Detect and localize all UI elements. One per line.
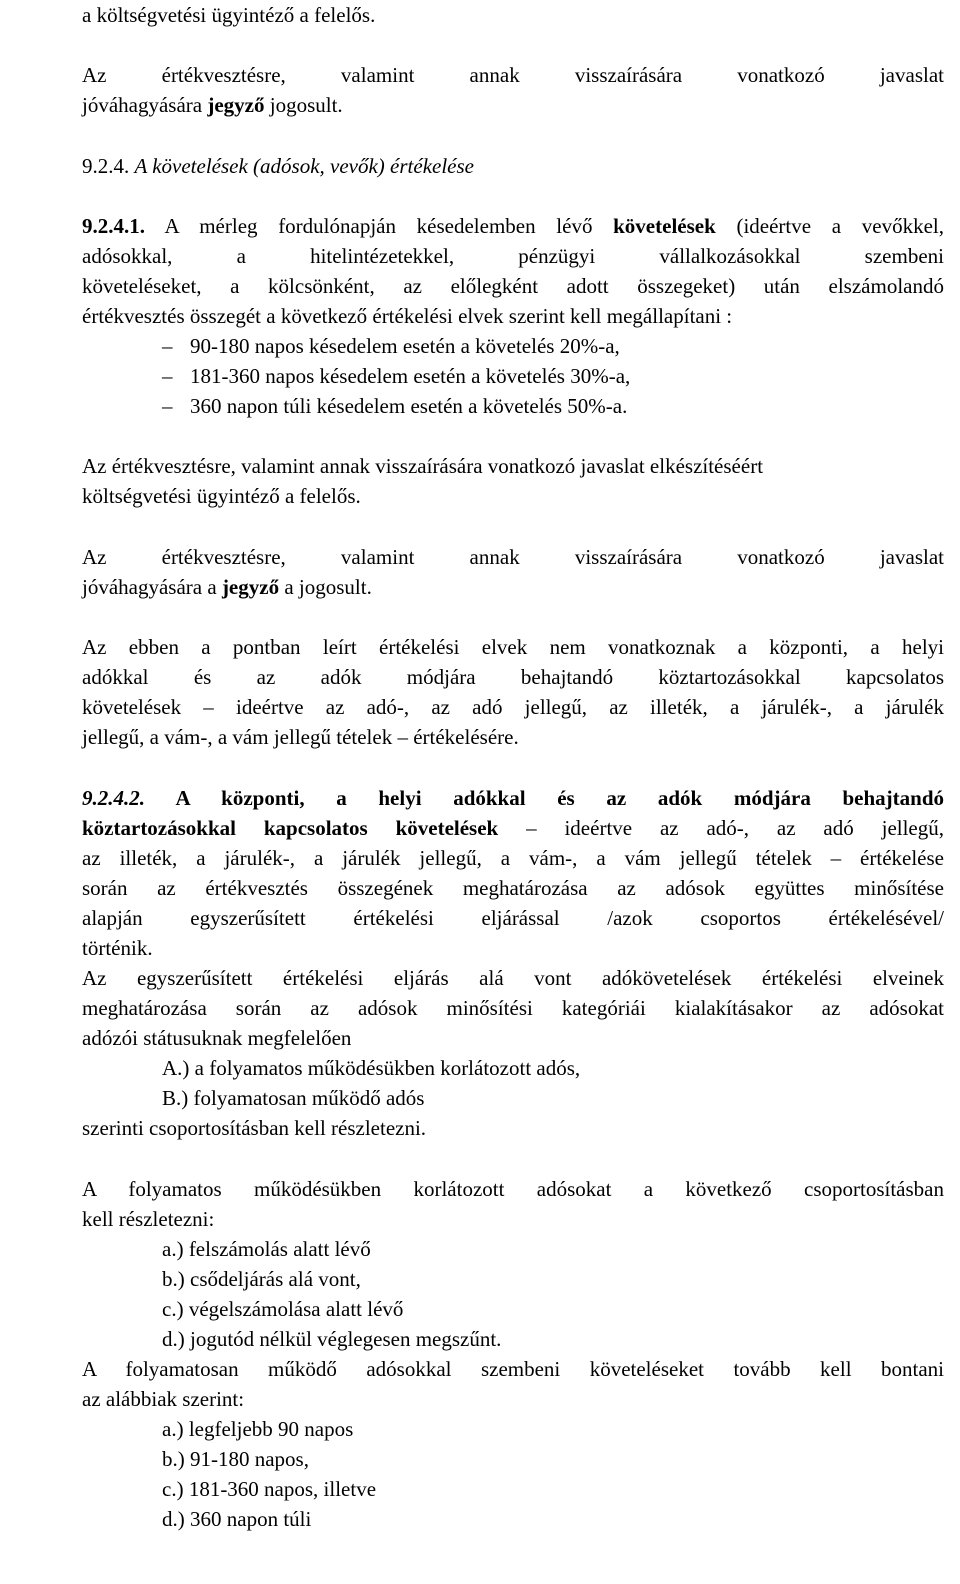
paragraph-line: adósokkal, a hitelintézetekkel, pénzügyi vállalkozásokkal szembeni (82, 244, 944, 268)
paragraph-line: az alábbiak szerint: (82, 1387, 245, 1411)
list-item: b.) 91-180 napos, (162, 1447, 309, 1471)
paragraph-line: A folyamatos működésükben korlátozott adósokat a következő csoportosításban (82, 1177, 944, 1201)
section-heading (82, 153, 474, 179)
paragraph-line: Az értékvesztésre, valamint annak visszaírására vonatkozó javaslat (82, 545, 944, 569)
list-item: c.) végelszámolása alatt lévő (162, 1297, 404, 1321)
list-item: d.) 360 napon túli (162, 1507, 312, 1531)
dash-bullet: – (162, 394, 173, 418)
emphasis-jegyzo: jegyző (221, 575, 280, 599)
section-number: 9.2.4. (82, 154, 135, 178)
text-run: jóváhagyására (82, 93, 208, 117)
dash-bullet: – (162, 334, 173, 358)
paragraph-line: során az értékvesztés összegének meghatározása az adósok együttes minősítése (82, 876, 944, 900)
paragraph-line: történik. (82, 936, 153, 960)
text-run: jogosult. (264, 93, 343, 117)
paragraph-line: alapján egyszerűsített értékelési eljárással /azok csoportos értékelésével/ (82, 906, 944, 930)
paragraph-line: követeléseket, a kölcsönként, az előlegként adott összegeket) után elszámolandó (82, 274, 944, 298)
bullet-item (162, 333, 620, 359)
paragraph-line: költségvetési ügyintéző a felelős. (82, 484, 361, 508)
paragraph-line (82, 574, 372, 600)
bullet-item (162, 363, 630, 389)
paragraph-line: kell részletezni: (82, 1207, 215, 1231)
paragraph-line: az illeték, a járulék-, a járulék jellegű, a vám-, a vám jellegű tételek – értékelése (82, 846, 944, 870)
paragraph-line: Az értékvesztésre, valamint annak visszaírására vonatkozó javaslat (82, 63, 944, 87)
paragraph-line (82, 92, 343, 118)
text-run: A mérleg fordulónapján késedelemben lévő (145, 214, 614, 238)
bullet-text: 90-180 napos késedelem esetén a követelés 20%-a, (190, 334, 620, 358)
list-item: B.) folyamatosan működő adós (162, 1086, 425, 1110)
list-item: d.) jogutód nélkül véglegesen megszűnt. (162, 1327, 502, 1351)
emphasis-kovetelesek: követelések (613, 214, 716, 238)
subsection-heading (82, 785, 944, 811)
paragraph-line: A folyamatosan működő adósokkal szembeni követeléseket tovább kell bontani (82, 1357, 944, 1381)
section-title: A követelések (adósok, vevők) értékelése (134, 154, 474, 178)
text-run: – ideértve az adó-, az adó jellegű, (498, 816, 944, 840)
list-item: c.) 181-360 napos, illetve (162, 1477, 377, 1501)
paragraph-line: értékvesztés összegét a következő értékelési elvek szerint kell megállapítani : (82, 304, 733, 328)
text-run: (ideértve a vevőkkel, (715, 214, 944, 238)
paragraph-line: Az egyszerűsített értékelési eljárás alá vont adókövetelések értékelési elveinek (82, 966, 944, 990)
paragraph-line: a költségvetési ügyintéző a felelős. (82, 3, 376, 27)
paragraph-line: adókkal és az adók módjára behajtandó köztartozásokkal kapcsolatos (82, 665, 944, 689)
subsection-number: 9.2.4.1. (82, 214, 145, 238)
subsection-title-cont: köztartozásokkal kapcsolatos követelések (82, 816, 499, 840)
paragraph-line: szerinti csoportosításban kell részletezni. (82, 1116, 427, 1140)
list-item: b.) csődeljárás alá vont, (162, 1267, 361, 1291)
list-item: A.) a folyamatos működésükben korlátozott adós, (162, 1056, 581, 1080)
bullet-item (162, 393, 627, 419)
list-item: a.) legfeljebb 90 napos (162, 1417, 354, 1441)
bullet-text: 360 napon túli késedelem esetén a követelés 50%-a. (190, 394, 628, 418)
paragraph-line (82, 815, 944, 841)
dash-bullet: – (162, 364, 173, 388)
paragraph-line: Az ebben a pontban leírt értékelési elvek nem vonatkoznak a központi, a helyi (82, 635, 944, 659)
paragraph-line: követelések – ideértve az adó-, az adó jellegű, az illeték, a járulék-, a járulék (82, 695, 944, 719)
paragraph-line: meghatározása során az adósok minősítési kategóriái kialakításakor az adósokat (82, 996, 944, 1020)
text-run: a jogosult. (279, 575, 372, 599)
paragraph-line: adózói státusuknak megfelelően (82, 1026, 352, 1050)
paragraph-line: jellegű, a vám-, a vám jellegű tételek – értékelésére. (82, 725, 519, 749)
emphasis-jegyzo: jegyző (207, 93, 265, 117)
subsection-number: 9.2.4.2. (82, 786, 145, 810)
bullet-text: 181-360 napos késedelem esetén a követelés 30%-a, (190, 364, 631, 388)
paragraph-line: Az értékvesztésre, valamint annak visszaírására vonatkozó javaslat elkészítéséért (82, 454, 764, 478)
paragraph-line (82, 213, 944, 239)
subsection-title: A központi, a helyi adókkal és az adók módjára behajtandó (145, 786, 944, 810)
list-item: a.) felszámolás alatt lévő (162, 1237, 371, 1261)
text-run: jóváhagyására a (82, 575, 222, 599)
